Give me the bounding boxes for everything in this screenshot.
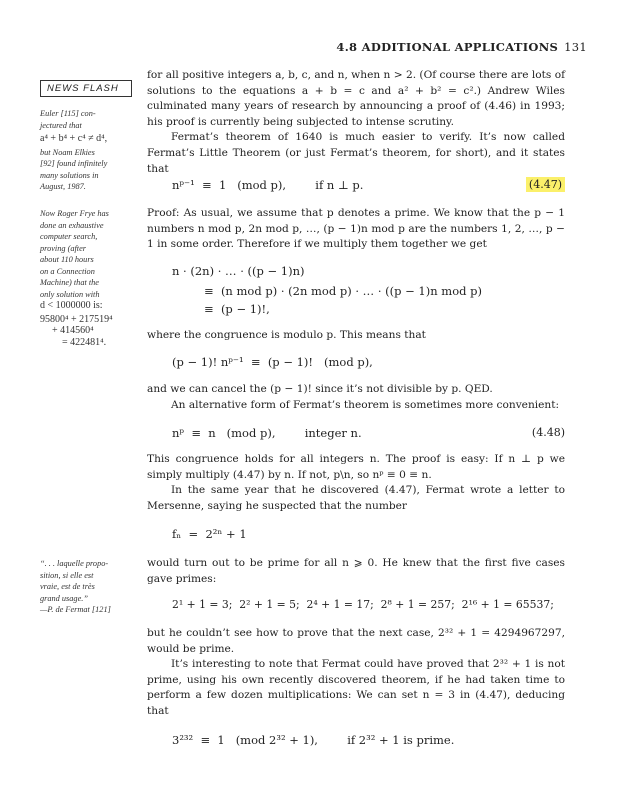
euler-formula: a⁴ + b⁴ + c⁴ ≠ d⁴,: [40, 133, 108, 144]
equation-product-line1: n · (2n) · … · ((p − 1)n): [172, 264, 305, 278]
paragraph: An alternative form of Fermat’s theorem is sometimes more convenient:: [171, 398, 560, 411]
main-text-primes: [147, 556, 565, 587]
sidebar-line: August, 1987.: [40, 182, 86, 191]
equation-fermat-number: fₙ = 2²ⁿ + 1: [172, 527, 247, 541]
sidebar-line: on a Connection: [40, 266, 95, 276]
equation-number-4-47: [526, 178, 565, 191]
frye-solution-line1: 95800⁴ + 217519⁴: [40, 313, 113, 325]
sidebar-line: but Noam Elkies: [40, 147, 95, 157]
sidebar-line: computer search,: [40, 232, 98, 241]
equation-cancel: (p − 1)! nᵖ⁻¹ ≡ (p − 1)! (mod p),: [172, 355, 373, 369]
running-header: [336, 40, 587, 54]
main-text-block-1: [147, 68, 565, 177]
main-text-mersenne: [147, 452, 565, 514]
equation-product-line3: ≡ (p − 1)!,: [204, 302, 270, 316]
equation-product-line2: ≡ (n mod p) · (2n mod p) · … · ((p − 1)n mod p): [204, 284, 482, 298]
news-flash-box: NEWS FLASH: [40, 80, 132, 97]
paragraph: Fermat’s theorem of 1640 is much easier to verify. It’s now called Fermat’s Little Theorem (or just Fermat’s theorem, for short), and it states that: [147, 131, 565, 175]
sidebar-line: only solution with: [40, 289, 100, 299]
quote-attribution: —P. de Fermat [121]: [40, 605, 111, 614]
sidebar-frye-note: [40, 208, 136, 348]
quote-line: vraie, est de très: [40, 582, 95, 591]
highlighted-equation-ref: (4.47): [526, 177, 565, 192]
equation-number-4-48: (4.48): [531, 426, 565, 439]
sidebar-line: Now Roger Frye has: [40, 209, 109, 218]
equation-4-48: nᵖ ≡ n (mod p), integer n.: [172, 426, 362, 440]
equation-4-47: nᵖ⁻¹ ≡ 1 (mod p), if n ⊥ p.: [172, 178, 364, 192]
paragraph: but he couldn’t see how to prove that the next case, 2³² + 1 = 4294967297, would be prime.: [147, 627, 565, 655]
sidebar-line: about 110 hours: [40, 255, 94, 264]
main-text-modulo: [147, 328, 565, 344]
paragraph: where the congruence is modulo p. This means that: [147, 329, 426, 341]
sidebar-line: jectured that: [40, 120, 82, 130]
sidebar-line: Machine) that the: [40, 278, 99, 287]
frye-solution-line3: = 422481⁴.: [62, 336, 107, 348]
main-text-proof: [147, 206, 565, 253]
quote-line: grand usage.”: [40, 593, 88, 603]
sidebar-line: Euler [115] con-: [40, 109, 96, 118]
main-text-final: [147, 626, 565, 720]
frye-bound: d < 1000000 is:: [40, 300, 103, 311]
paragraph: This congruence holds for all integers n. The proof is easy: If n ⊥ p we simply multiply (4.47) by n. If not, p\n, so nᵖ ≡ 0 ≡ n.: [147, 453, 565, 481]
paragraph: In the same year that he discovered (4.47), Fermat wrote a letter to Mersenne, saying he suspected that the number: [147, 484, 565, 512]
paragraph: would turn out to be prime for all n ⩾ 0. He knew that the first five cases gave primes:: [147, 557, 565, 585]
quote-line: “. . . laquelle propo-: [40, 559, 109, 568]
sidebar-line: many solutions in: [40, 170, 99, 180]
sidebar-line: proving (after: [40, 243, 87, 253]
sidebar-line: done an exhaustive: [40, 220, 104, 230]
paragraph: for all positive integers a, b, c, and n, when n > 2. (Of course there are lots of solutions to the equations a + b = c and a² + b² = c².) Andrew Wiles culminated many years of research by announcing a proof of (4.46) in 1993; his proof is currently being subjected to intense scrutiny.: [147, 69, 566, 128]
frye-solution-line2: + 414560⁴: [52, 325, 94, 336]
sidebar-euler-note: [40, 108, 136, 193]
sidebar-fermat-quote: [40, 558, 136, 616]
equation-3-power: 3²³² ≡ 1 (mod 2³² + 1), if 2³² + 1 is prime.: [172, 733, 455, 747]
paragraph: Proof: As usual, we assume that p denotes a prime. We know that the p − 1 numbers n mod p, 2n mod p, …, (p − 1)n mod p are the numbers 1, 2, …, p − 1 in some order. Therefore if we multiply them together we get: [147, 207, 565, 251]
main-text-qed: [147, 382, 565, 413]
paragraph: It’s interesting to note that Fermat could have proved that 2³² + 1 is not prime, using his own recently discovered theorem, if he had taken time to perform a few dozen multiplications: We can set n = 3 in (4.47), deducing that: [147, 658, 565, 717]
quote-line: sition, si elle est: [40, 570, 94, 580]
section-title: 4.8 ADDITIONAL APPLICATIONS: [336, 40, 559, 54]
equation-first-five-primes: 2¹ + 1 = 3; 2² + 1 = 5; 2⁴ + 1 = 17; 2⁸ + 1 = 257; 2¹⁶ + 1 = 65537;: [172, 598, 554, 611]
paragraph: and we can cancel the (p − 1)! since it’s not divisible by p. QED.: [147, 383, 493, 395]
page-number: 131: [564, 40, 587, 54]
sidebar-line: [92] found infinitely: [40, 159, 108, 168]
